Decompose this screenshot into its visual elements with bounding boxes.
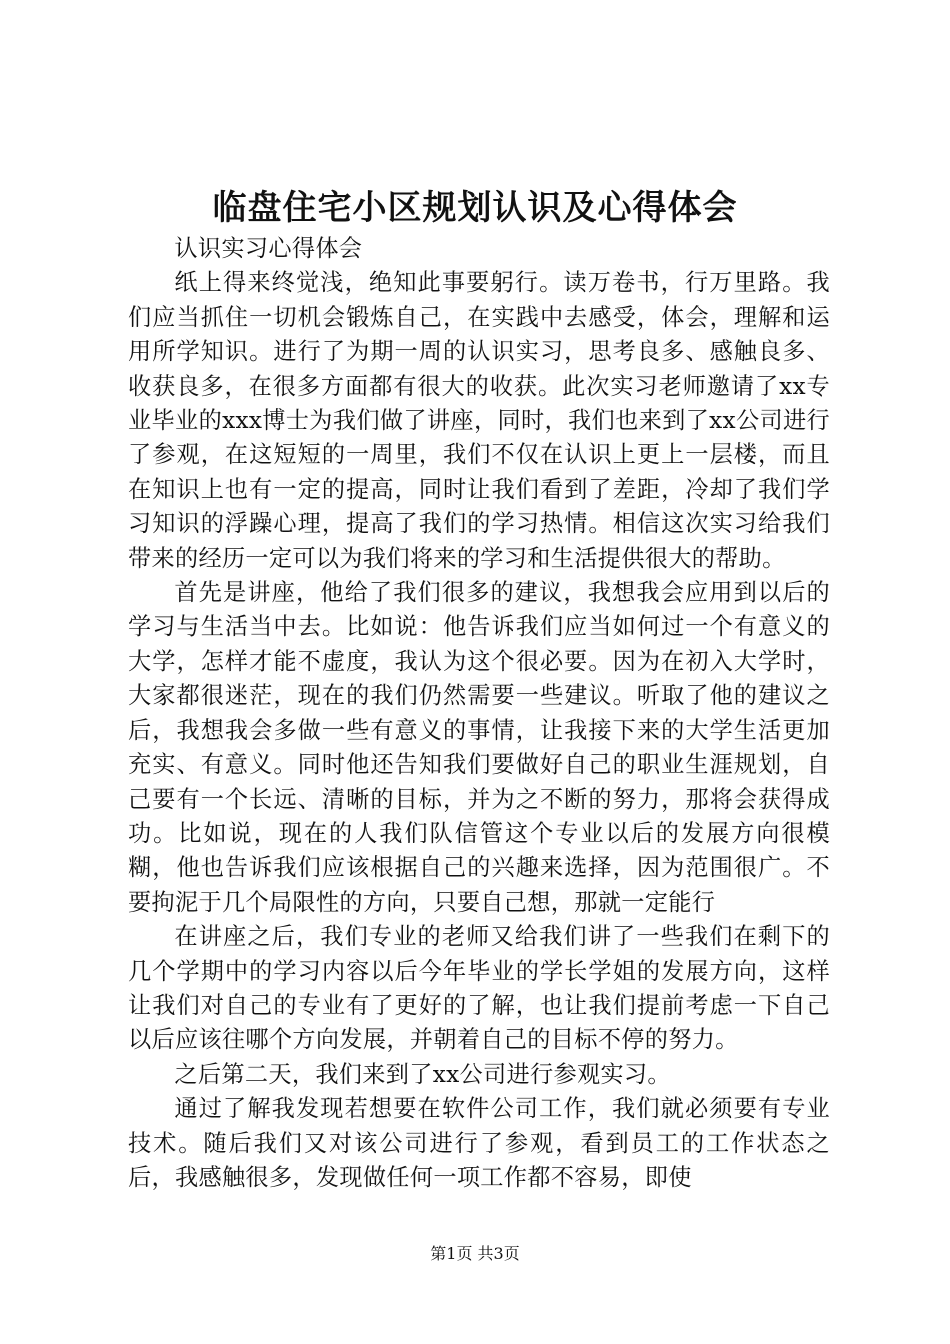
document-body: [128, 232, 830, 1195]
page-footer: [0, 1243, 950, 1265]
document-title: 临盘住宅小区规划认识及心得体会: [212, 188, 738, 228]
paragraph: 在讲座之后，我们专业的老师又给我们讲了一些我们在剩下的几个学期中的学习内容以后今年毕业的学长学姐的发展方向，这样让我们对自己的专业有了更好的了解，也让我们提前考虑一下自己以后应该往哪个方向发展，并朝着自己的目标不停的努力。: [128, 923, 830, 1054]
paragraph: 首先是讲座，他给了我们很多的建议，我想我会应用到以后的学习与生活当中去。比如说：他告诉我们应当如何过一个有意义的大学，怎样才能不虚度，我认为这个很必要。因为在初入大学时，大家都很迷茫，现在的我们仍然需要一些建议。听取了他的建议之后，我想我会多做一些有意义的事情，让我接下来的大学生活更加充实、有意义。同时他还告知我们要做好自己的职业生涯规划，自己要有一个长远、清晰的目标，并为之不断的努力，那将会获得成功。比如说，现在的人我们队信管这个专业以后的发展方向很模糊，他也告诉我们应该根据自己的兴趣来选择，因为范围很广。不要拘泥于几个局限性的方向，只要自己想，那就一定能行: [128, 579, 830, 916]
paragraph: 通过了解我发现若想要在软件公司工作，我们就必须要有专业技术。随后我们又对该公司进行了参观，看到员工的工作状态之后，我感触很多，发现做任何一项工作都不容易，即使: [128, 1095, 830, 1191]
paragraph: 之后第二天，我们来到了xx公司进行参观实习。: [174, 1060, 671, 1088]
paragraph-subtitle: 认识实习心得体会: [174, 235, 363, 262]
paragraph: 纸上得来终觉浅，绝知此事要躬行。读万卷书，行万里路。我们应当抓住一切机会锻炼自己，在实践中去感受，体会，理解和运用所学知识。进行了为期一周的认识实习，思考良多、感触良多、收获良多，在很多方面都有很大的收获。此次实习老师邀请了xx专业毕业的xxx博士为我们做了讲座，同时，我们也来到了xx公司进行了参观，在这短短的一周里，我们不仅在认识上更上一层楼，而且在知识上也有一定的提高，同时让我们看到了差距，冷却了我们学习知识的浮躁心理，提高了我们的学习热情。相信这次实习给我们带来的经历一定可以为我们将来的学习和生活提供很大的帮助。: [128, 269, 830, 572]
page-number-indicator: 第1页 共3页: [430, 1244, 520, 1263]
